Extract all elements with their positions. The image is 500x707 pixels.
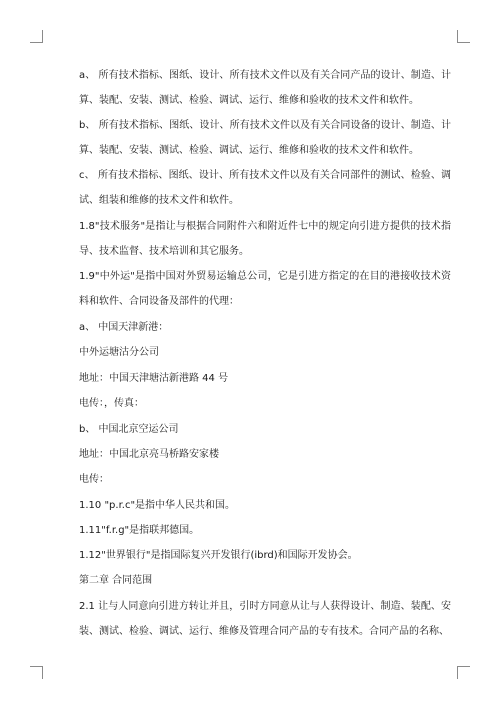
paragraph-1-10: 1.10 "p.r.c"是指中华人民共和国。 xyxy=(79,500,236,511)
agent-a-telex-fax: 电传：，传真： xyxy=(79,398,144,409)
agent-b-heading: b、 中国北京空运公司 xyxy=(79,424,179,435)
paragraph-1-12: 1.12"世界银行"是指国际复兴开发银行(ibrd)和国际开发协会。 xyxy=(79,550,358,561)
agent-b-address: 地址：中国北京亮马桥路安家楼 xyxy=(79,449,219,460)
paragraph-1-8: 1.8"技术服务"是指让与根据合同附件六和附近件七中的规定向引进方提供的技术指导、技术监督、技术培训和其它服务。 xyxy=(79,221,451,257)
crop-mark-top-left xyxy=(30,30,43,43)
crop-mark-top-right xyxy=(457,30,470,43)
paragraph-item-a: a、 所有技术指标、图纸、设计、所有技术文件以及有关合同产品的设计、制造、计算、装配、安装、测试、检验、调试、运行、维修和验收的技术文件和软件。 xyxy=(79,70,451,106)
chapter-2-heading: 第二章 合同范围 xyxy=(79,575,153,586)
paragraph-2-1: 2.1 让与人同意向引进方转让并且，引时方同意从让与人获得设计、制造、装配、安装、测试、检验、调试、运行、维修及管理合同产品的专有技术。合同产品的名称、 xyxy=(79,601,451,637)
agent-b-telex: 电传： xyxy=(79,474,109,485)
crop-mark-bottom-right xyxy=(457,666,470,679)
crop-mark-bottom-left xyxy=(30,666,43,679)
agent-a-company: 中外运塘沽分公司 xyxy=(79,347,159,358)
paragraph-1-11: 1.11"f.r.g"是指联邦德国。 xyxy=(79,525,200,536)
agent-a-heading: a、 中国天津新港： xyxy=(79,322,169,333)
paragraph-1-9: 1.9"中外运"是指中国对外贸易运输总公司，它是引进方指定的在目的港接收技术资料和软件、合同设备及部件的代理： xyxy=(79,271,451,307)
paragraph-item-b: b、 所有技术指标、图纸、设计、所有技术文件以及有关合同设备的设计、制造、计算、装配、安装、测试、检验、调试、运行、维修和验收的技术文件和软件。 xyxy=(79,120,451,156)
paragraph-item-c: c、 所有技术指标、图纸、设计、所有技术文件以及有关合同部件的测试、检验、调试、组装和维修的技术文件和软件。 xyxy=(79,170,451,206)
agent-a-address: 地址：中国天津塘沽新港路 44 号 xyxy=(79,373,229,384)
